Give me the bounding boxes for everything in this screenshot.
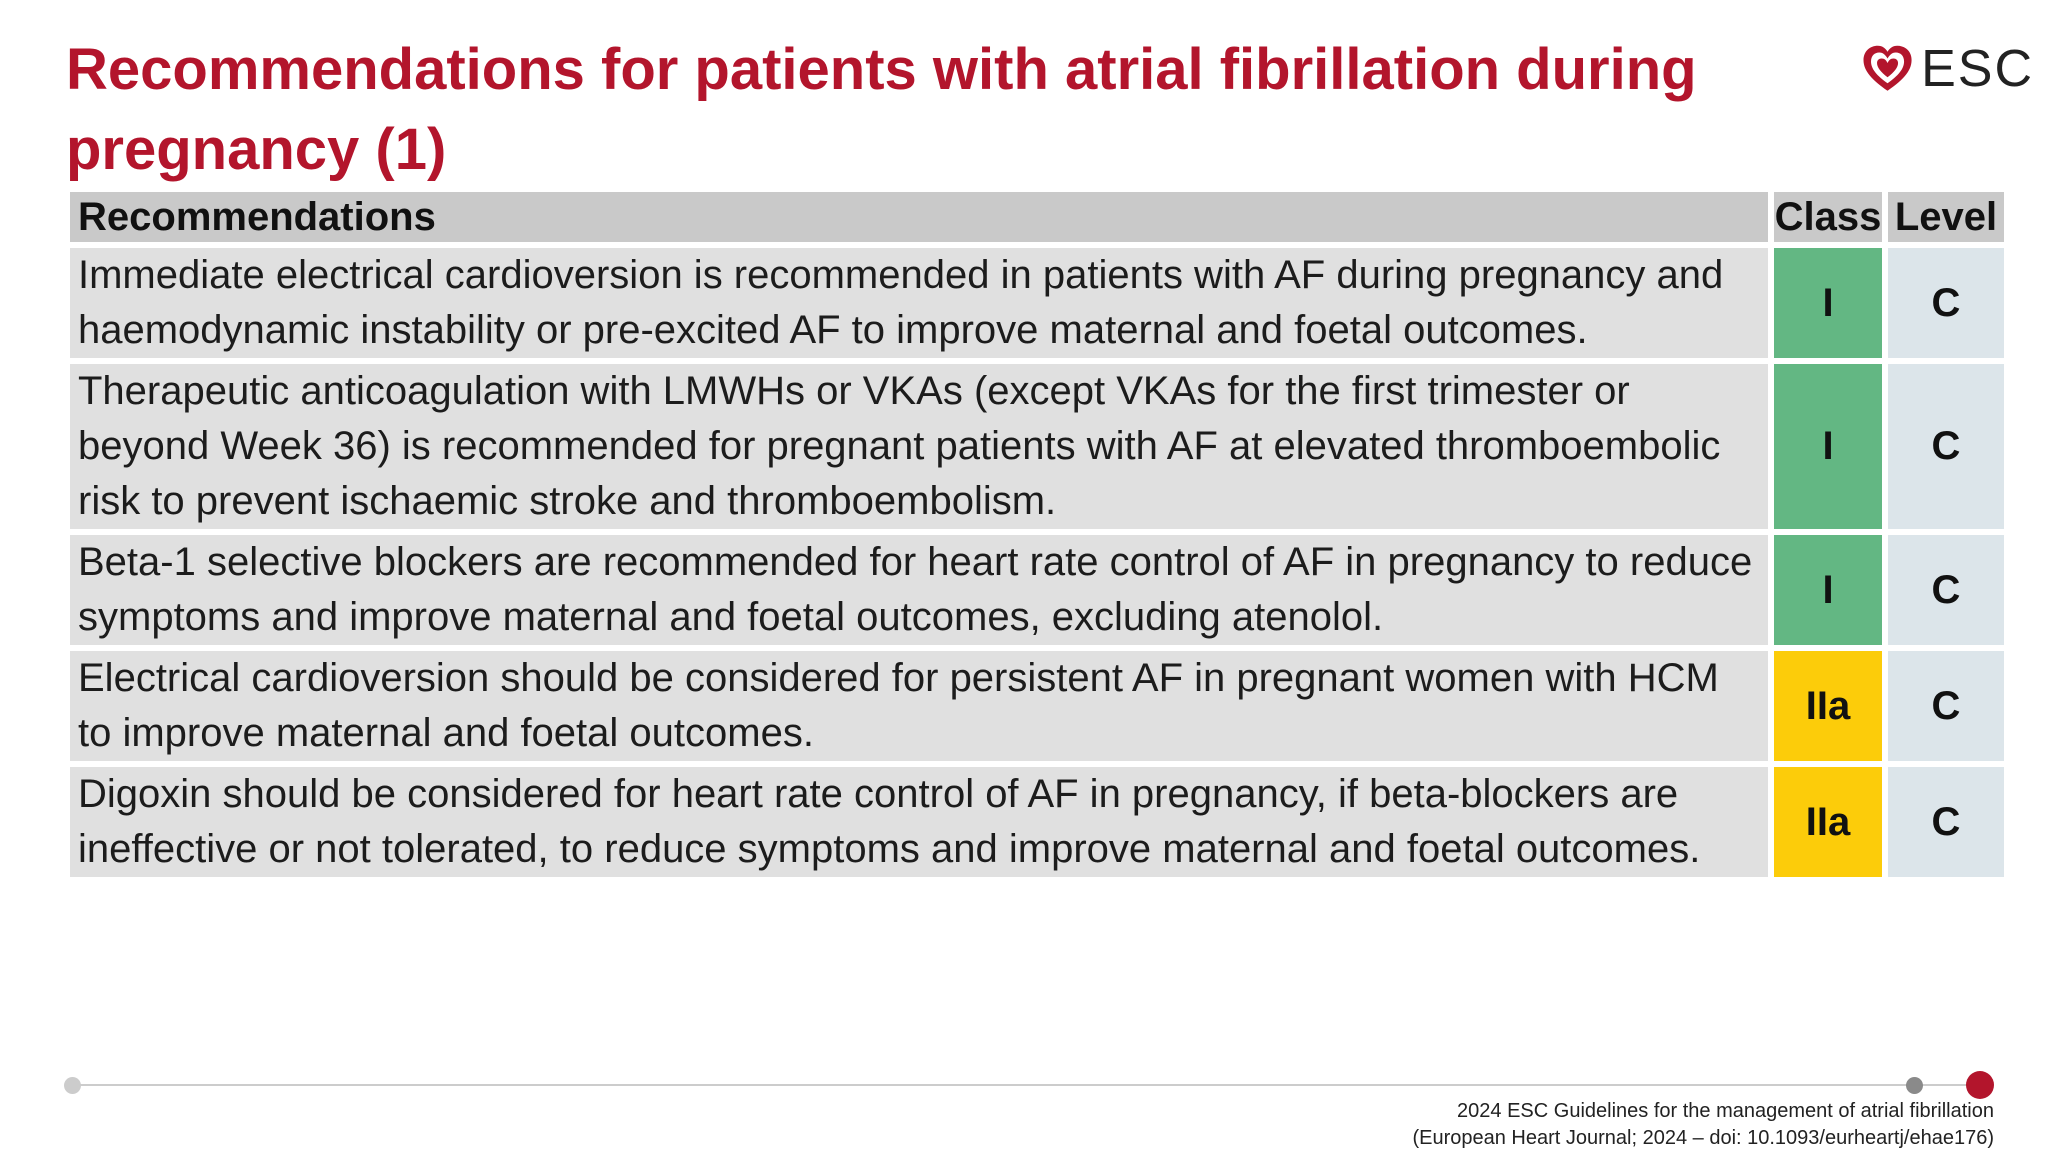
citation-line-1: 2024 ESC Guidelines for the management of atrial fibrillation <box>1457 1100 1994 1122</box>
class-badge: I <box>1774 535 1882 645</box>
recommendation-text: Therapeutic anticoagulation with LMWHs or VKAs (except VKAs for the first trimester or beyond Week 36) is recommended for pregnant patients with AF at elevated thromboembolic risk to prevent ischaemic stroke and thromboembolism. <box>70 364 1768 529</box>
level-badge: C <box>1888 364 2004 529</box>
header-class: Class <box>1774 192 1882 242</box>
recommendation-text: Beta-1 selective blockers are recommended for heart rate control of AF in pregnancy to reduce symptoms and improve maternal and foetal outcomes, excluding atenolol. <box>70 535 1768 645</box>
progress-current-dot <box>1966 1071 1994 1099</box>
table-row <box>70 651 2004 761</box>
page-title: Recommendations for patients with atrial fibrillation during pregnancy (1) <box>66 37 1697 182</box>
recommendation-text: Electrical cardioversion should be considered for persistent AF in pregnant women with HCM to improve maternal and foetal outcomes. <box>70 651 1768 761</box>
table-row <box>70 767 2004 877</box>
header-level: Level <box>1888 192 2004 242</box>
recommendations-table <box>64 186 2010 883</box>
table-row <box>70 535 2004 645</box>
recommendation-text: Immediate electrical cardioversion is recommended in patients with AF during pregnancy and haemodynamic instability or pre-excited AF to improve maternal and foetal outcomes. <box>70 248 1768 358</box>
citation <box>1412 1098 1994 1152</box>
progress-line <box>72 1084 1972 1086</box>
class-badge: IIa <box>1774 651 1882 761</box>
progress-start-dot <box>64 1077 81 1094</box>
table-row <box>70 364 2004 529</box>
class-badge: I <box>1774 248 1882 358</box>
citation-line-2: (European Heart Journal; 2024 – doi: 10.1093/eurheartj/ehae176) <box>1412 1127 1994 1149</box>
header-recommendations: Recommendations <box>70 192 1768 242</box>
level-badge: C <box>1888 767 2004 877</box>
table-row <box>70 248 2004 358</box>
logo-text: ESC <box>1921 40 2034 98</box>
esc-logo <box>1862 34 2034 104</box>
heart-logo-icon <box>1862 36 1913 102</box>
recommendation-text: Digoxin should be considered for heart rate control of AF in pregnancy, if beta-blockers are ineffective or not tolerated, to reduce symptoms and improve maternal and foetal outcomes. <box>70 767 1768 877</box>
progress-previous-dot <box>1906 1077 1923 1094</box>
level-badge: C <box>1888 651 2004 761</box>
level-badge: C <box>1888 535 2004 645</box>
slide-progress <box>64 1070 1994 1100</box>
table-header-row <box>70 192 2004 242</box>
class-badge: IIa <box>1774 767 1882 877</box>
level-badge: C <box>1888 248 2004 358</box>
class-badge: I <box>1774 364 1882 529</box>
